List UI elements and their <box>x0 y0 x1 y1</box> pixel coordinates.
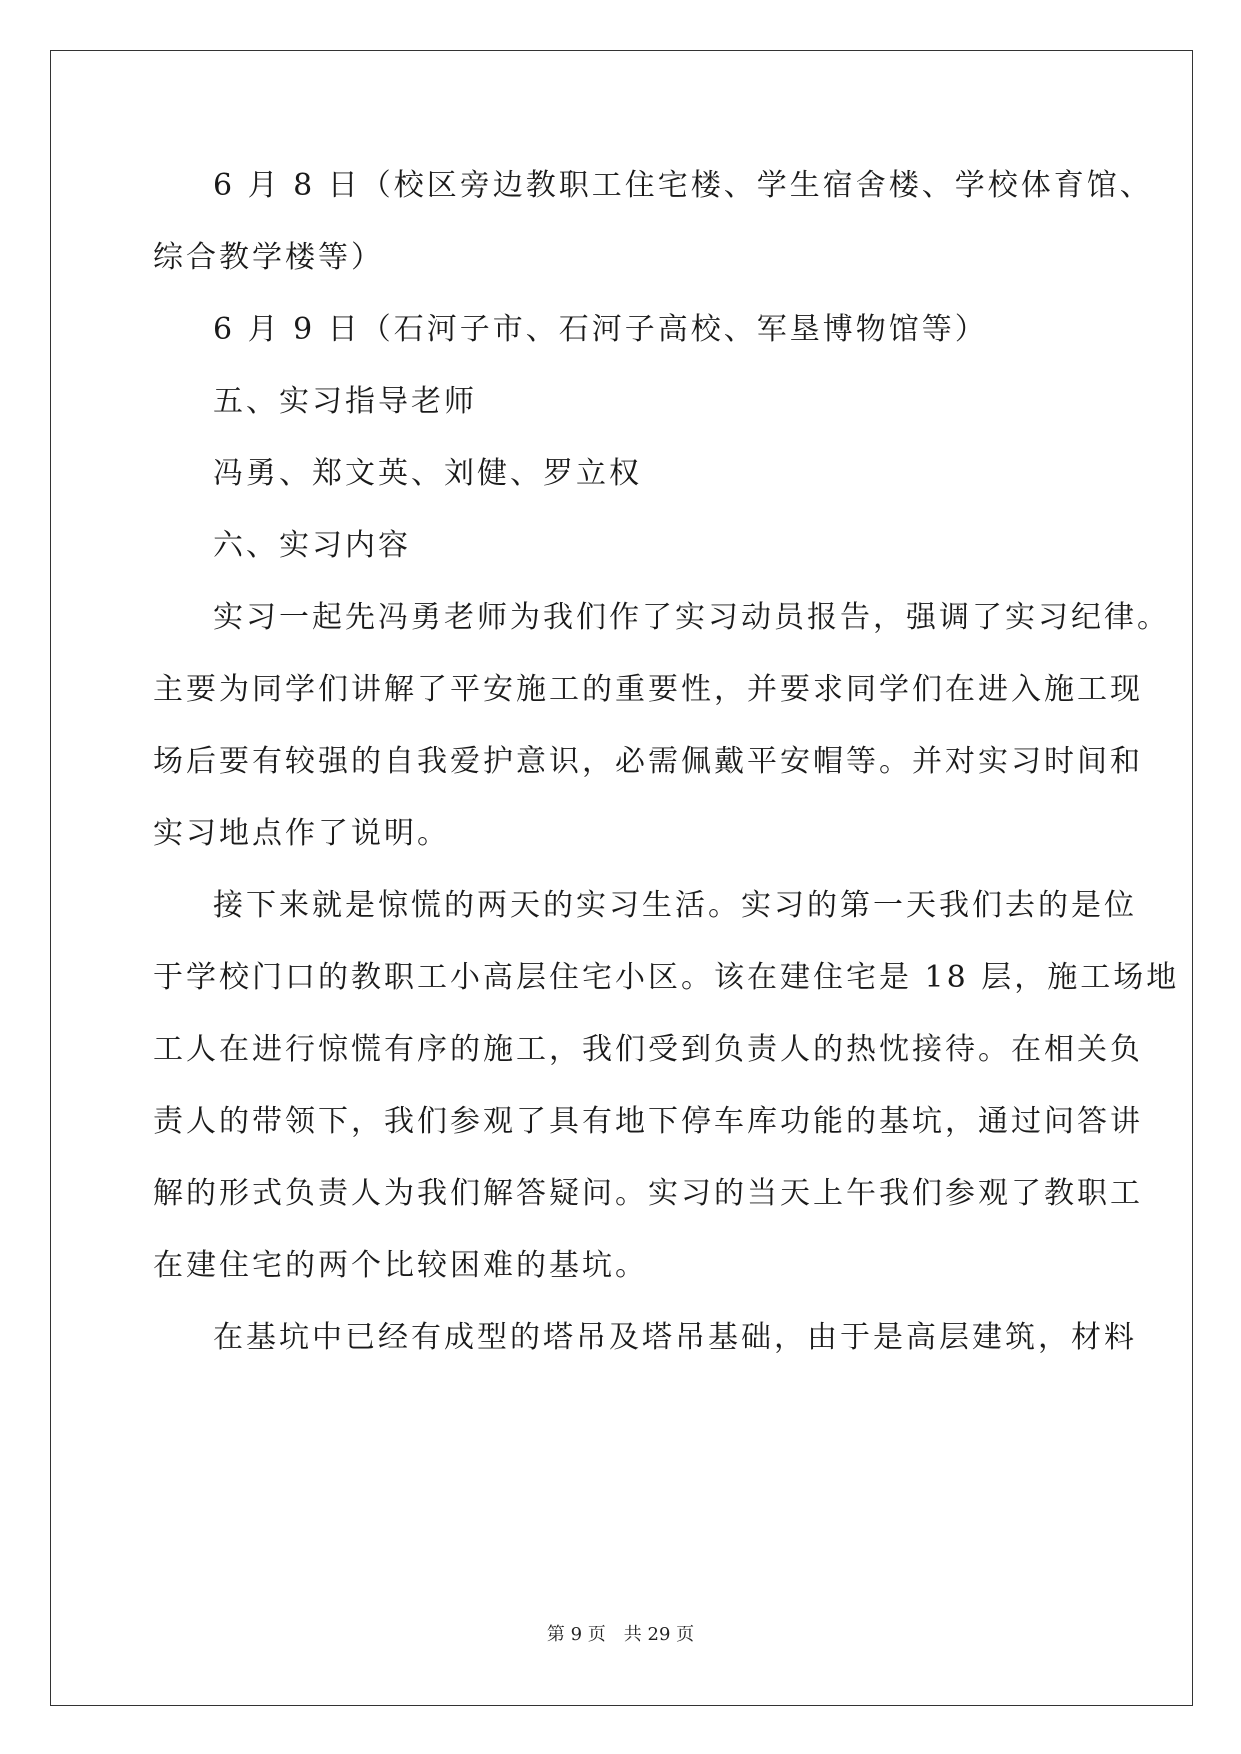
text-line: 主要为同学们讲解了平安施工的重要性，并要求同学们在进入施工现 <box>153 672 1143 707</box>
text-line: 责人的带领下，我们参观了具有地下停车库功能的基坑，通过问答讲 <box>153 1104 1143 1139</box>
text-line: 在建住宅的两个比较困难的基坑。 <box>153 1248 648 1283</box>
text-line: 场后要有较强的自我爱护意识，必需佩戴平安帽等。并对实习时间和 <box>153 744 1143 779</box>
section-heading: 五、实习指导老师 <box>213 384 477 419</box>
text-line: 于学校门口的教职工小高层住宅小区。该在建住宅是 18 层，施工场地 <box>153 960 1180 995</box>
text-line: 解的形式负责人为我们解答疑问。实习的当天上午我们参观了教职工 <box>153 1176 1143 1211</box>
text-line: 6 月 8 日（校区旁边教职工住宅楼、学生宿舍楼、学校体育馆、 <box>213 168 1153 203</box>
text-line: 在基坑中已经有成型的塔吊及塔吊基础，由于是高层建筑，材料 <box>213 1320 1137 1355</box>
text-line: 6 月 9 日（石河子市、石河子高校、军垦博物馆等） <box>213 312 988 347</box>
page-border <box>50 50 1193 1706</box>
text-line: 实习一起先冯勇老师为我们作了实习动员报告，强调了实习纪律。 <box>213 600 1170 635</box>
page-number: 第 9 页 共 29 页 <box>546 1624 695 1645</box>
section-heading: 六、实习内容 <box>213 528 411 563</box>
text-line: 接下来就是惊慌的两天的实习生活。实习的第一天我们去的是位 <box>213 888 1137 923</box>
text-line: 工人在进行惊慌有序的施工，我们受到负责人的热忱接待。在相关负 <box>153 1032 1143 1067</box>
text-line: 综合教学楼等） <box>153 240 384 275</box>
text-line: 实习地点作了说明。 <box>153 816 450 851</box>
text-line: 冯勇、郑文英、刘健、罗立权 <box>213 456 642 491</box>
